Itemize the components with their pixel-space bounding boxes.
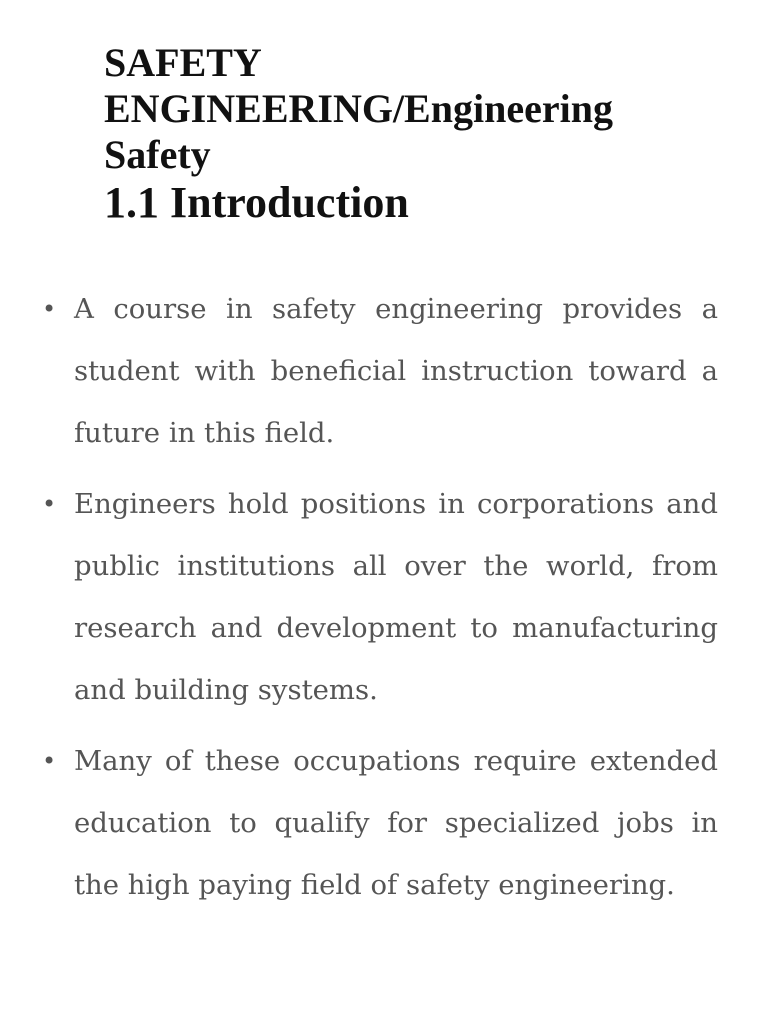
bullet-text: Engineers hold positions in corporations and public institutions all over the world, from research and development to manufacturing and building systems. xyxy=(74,488,718,706)
bullet-item xyxy=(42,473,718,721)
bullet-text: A course in safety engineering provides a student with beneficial instruction toward a future in this field. xyxy=(74,293,718,449)
bullet-item xyxy=(42,730,718,916)
bullet-list xyxy=(42,278,718,925)
title-block xyxy=(104,40,724,228)
slide-title: SAFETY ENGINEERING/Engineering Safety xyxy=(104,40,613,177)
bullet-text: Many of these occupations require extended education to qualify for specialized jobs in the high paying field of safety engineering. xyxy=(74,745,718,901)
bullet-item xyxy=(42,278,718,464)
bullet-dot-icon: • xyxy=(42,490,57,518)
bullet-dot-icon: • xyxy=(42,747,57,775)
section-heading: 1.1 Introduction xyxy=(104,178,409,227)
bullet-dot-icon: • xyxy=(42,295,57,323)
